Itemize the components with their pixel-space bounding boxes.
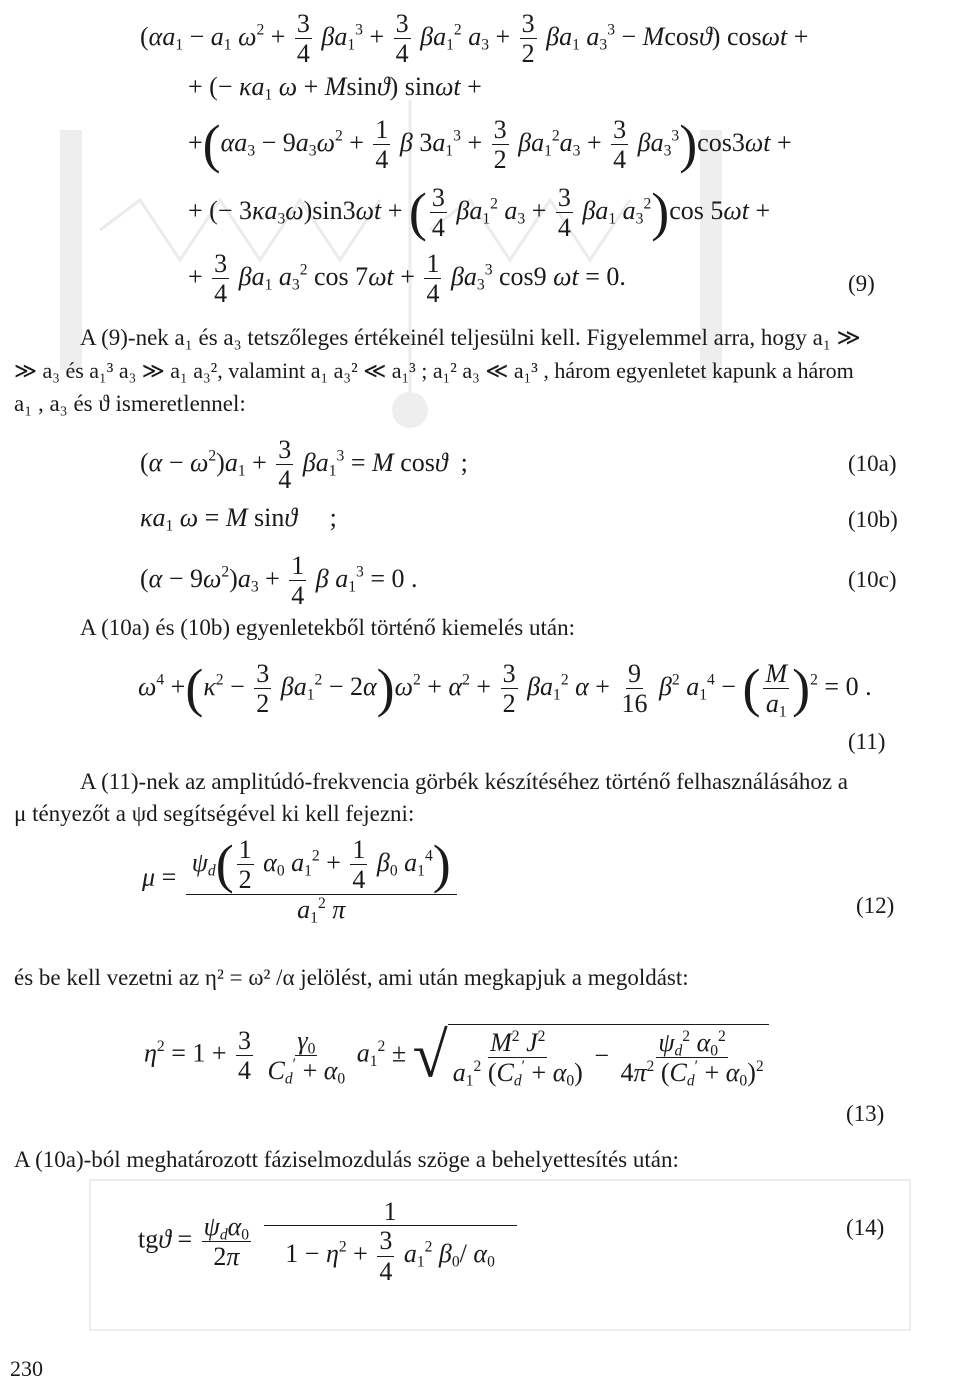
paragraph-1-line-3: a₁ , a₃ és ϑ ismeretlennel: bbox=[14, 391, 246, 416]
equation-14-label: (14) bbox=[846, 1215, 885, 1240]
paragraph-2: A (10a) és (10b) egyenletekből történő kiemelés után: bbox=[80, 615, 575, 640]
equation-12: μ = $\psi_d$( $\frac{1}{2}$ $\alpha_0$ $a_1^2$ + $\frac{1}{4}$ $\beta_0$ $a_1^4$) $a_1^2$ π bbox=[142, 836, 460, 923]
paragraph-1-line-1: A (9)-nek a₁ és a₃ tetszőleges értékeinél teljesülni kell. Figyelemmel arra, hogy a₁ ≫ bbox=[80, 325, 861, 350]
paragraph-5: A (10a)-ból meghatározott fáziselmozdulás szöge a behelyettesítés után: bbox=[14, 1147, 679, 1172]
paragraph-1-line-2: ≫ a₃ és a₁³ a₃ ≫ a₁ a₃², valamint a₁ a₃² ≪ a₁³ ; a₁² a₃ ≪ a₁³ , három egyenletet kapunk a három bbox=[14, 358, 854, 383]
equation-9-line-4: + (− $3\kappa a_3\omega)\sin 3\omega t$ + ( $\frac{3}{4}$ $\beta a_1^2$ $a_3$ + $\frac{3}{4}$ $\beta a_1$ $a_3^2)\cos$ 5ωt + bbox=[188, 182, 771, 243]
equation-13: $\eta^2 = 1$ + $\frac{3}{4}$ $\frac{\gamma_0}{C_d' + \alpha_0}$ $a_1^2$ ± √ $\frac{M^2 J^2}{a_1^2 (C_d' + \alpha_0)}$ − $\frac{\psi_d^2 \alpha_0^2}{4\pi^2 (C_d' + \alpha_0)^2}$ bbox=[144, 1024, 769, 1087]
paragraph-3-line-1: A (11)-nek az amplitúdó-frekvencia görbék készítéséhez történő felhasználásához a bbox=[80, 769, 849, 794]
equation-14: tgϑ = $\frac{\psi_d\alpha_0}{2\pi}$ 1 $1 - \eta^2$ + $\frac{3}{4}$ $a_1^2$ $\beta_0/$ $\alpha_0$ bbox=[138, 1198, 520, 1285]
equation-11-label: (11) bbox=[848, 729, 886, 754]
equation-10c-label: (10c) bbox=[848, 567, 897, 592]
paragraph-4: és be kell vezetni az η² = ω² /α jelölést, ami után megkapjuk a megoldást: bbox=[14, 965, 689, 990]
equation-9-line-2: + (− $\kappa a_1$ ω + Msinϑ) sinωt + bbox=[188, 72, 482, 104]
page-number: 230 bbox=[10, 1356, 43, 1381]
equation-9-line-3: $+(\alpha a_3 - 9a_3\omega^2$ + $\frac{1}{4}$ β $3a_1^3$ + $\frac{3}{2}$ $\beta a_1^2a_3$ + $\frac{3}{4}$ $\beta a_3^3)\cos 3\omega t$ + bbox=[188, 114, 792, 175]
equation-9-label: (9) bbox=[848, 271, 875, 296]
equation-9-line-5: + $\frac{3}{4}$ $\beta a_1$ $a_3^2$ cos 7ωt + $\frac{1}{4}$ $\beta a_3^3$ cos9 ωt = 0. bbox=[188, 249, 626, 309]
paragraph-3-line-2: μ tényezőt a ψd segítségével ki kell fejezni: bbox=[14, 801, 415, 826]
equation-10b-label: (10b) bbox=[848, 507, 898, 532]
equation-13-label: (13) bbox=[846, 1101, 885, 1126]
equation-10b: $\kappa a_1$ ω = M sinϑ ; bbox=[140, 503, 337, 535]
equation-9-line-1: ($\alpha a_1 - a_1$ $\omega^2$ + $\frac{3}{4}$ $\beta a_1^3$ + $\frac{3}{4}$ $\beta a_1^2$ $a_3$ + $\frac{3}{2}$ $\beta a_1$ $a_3^3 - Mcosϑ$) cosωt + bbox=[140, 9, 809, 69]
equation-10c: $(\alpha - 9\omega^2)a_3$ + $\frac{1}{4}$ β $a_1^3 = 0$ . bbox=[140, 551, 418, 611]
equation-11: $\omega^4 +(\kappa^2$ − $\frac{3}{2}$ $\beta a_1^2 - 2\alpha)\omega^2 + \alpha^2$ + $\frac{3}{2}$ $\beta a_1^2$ α + $\frac{9}{16}$ $\beta^2$ $a_1^4$ − ( $\frac{M}{a_1}$ )$^2$ = 0 . bbox=[138, 658, 872, 721]
equation-10a-label: (10a) bbox=[848, 451, 897, 476]
equation-10a: $(\alpha - \omega^2)a_1$ + $\frac{3}{4}$ $\beta a_1^3 = M$ cosϑ ; bbox=[140, 435, 468, 495]
equation-12-label: (12) bbox=[856, 893, 895, 918]
